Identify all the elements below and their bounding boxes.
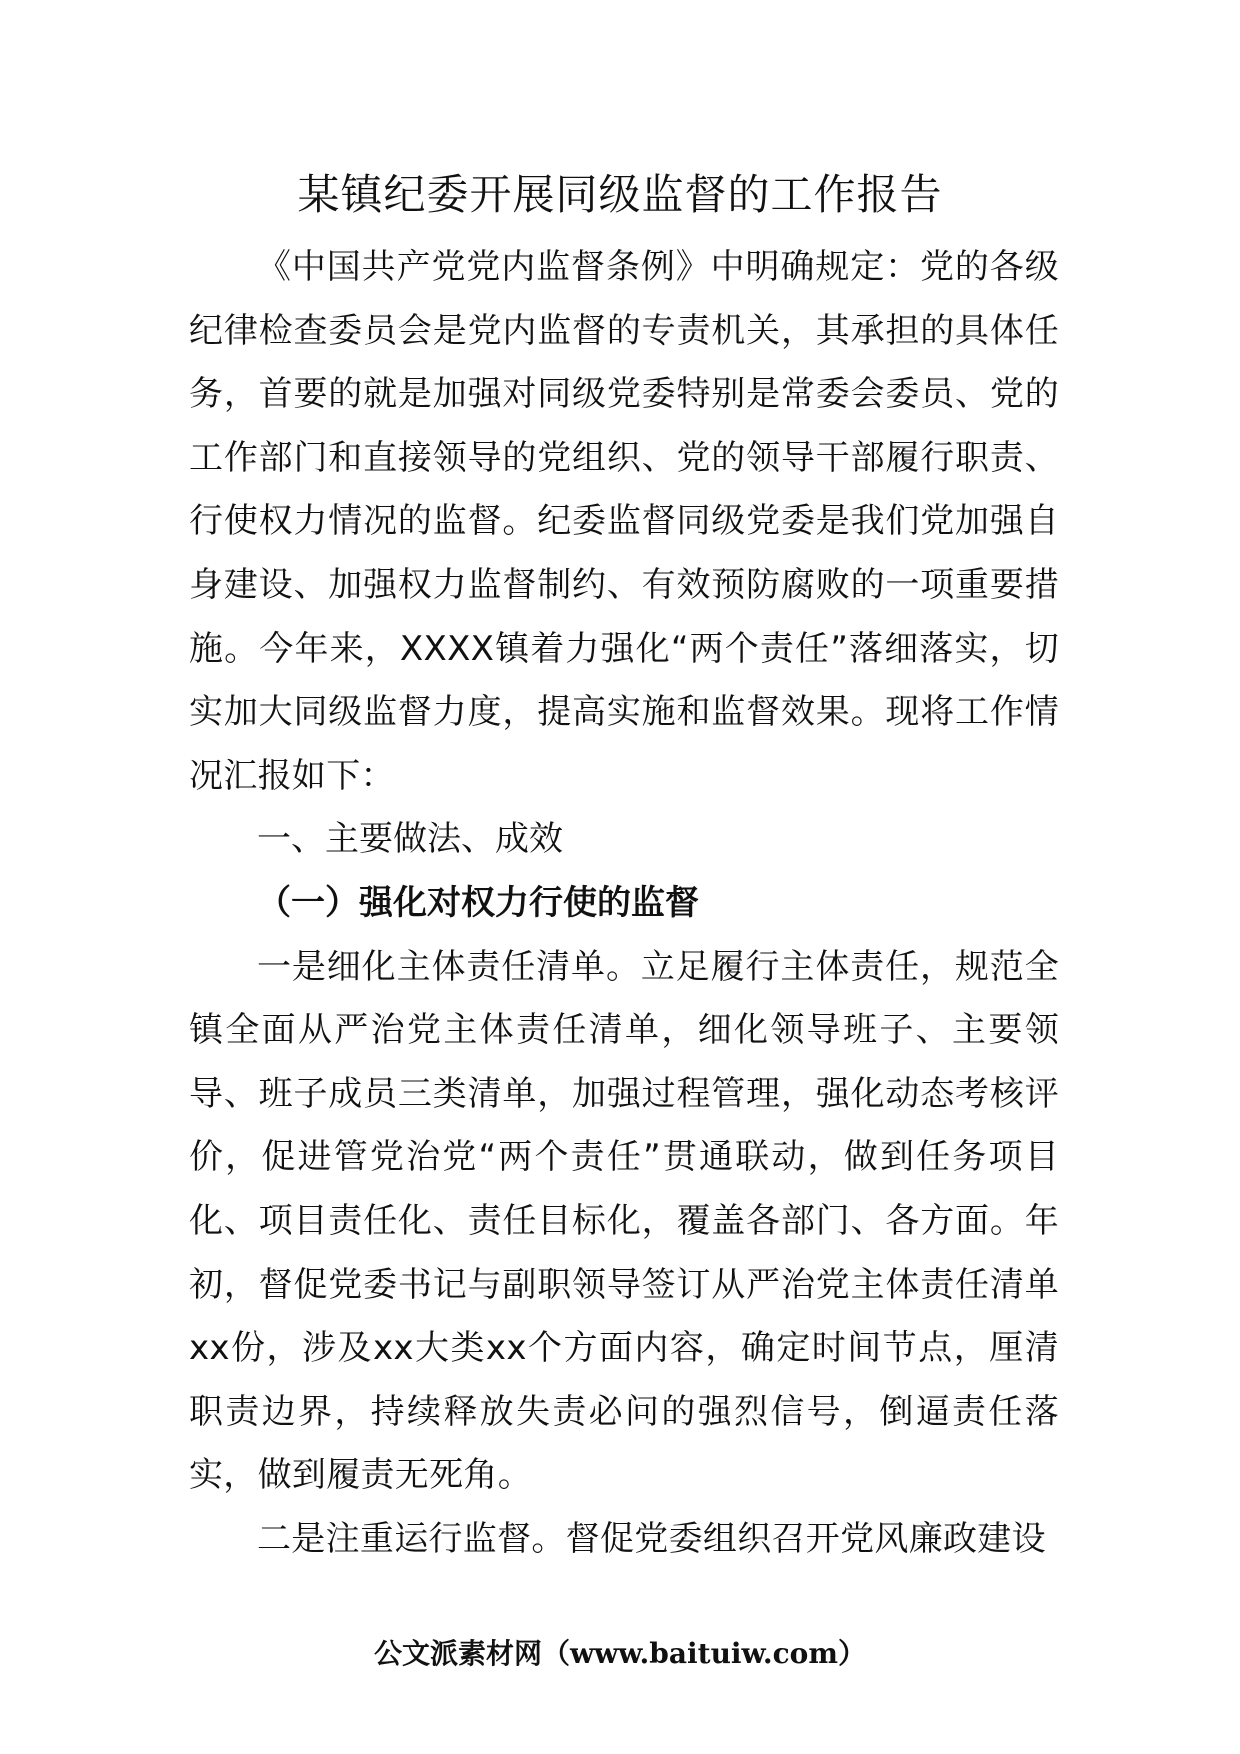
body-paragraph-2: 二是注重运行监督。督促党委组织召开党风廉政建设: [257, 1518, 1046, 1559]
section-heading: 一、主要做法、成效: [257, 819, 563, 860]
subsection-heading: （一）强化对权力行使的监督: [257, 882, 699, 923]
document-title: 某镇纪委开展同级监督的工作报告: [297, 170, 943, 219]
intro-paragraph: 《中国共产党党内监督条例》中明确规定：党的各级纪律检查委员会是党内监督的专责机关，其承担的具体任务，首要的就是加强对同级党委特别是常委会委员、党的工作部门和直接领导的党组织、党的领导干部履行职责、行使权力情况的监督。纪委监督同级党委是我们党加强自身建设、加强权力监督制约、有效预防腐败的一项重要措施。今年来，XXXX镇着力强化“两个责任”落细落实，切实加大同级监督力度，提高实施和监督效果。现将工作情况汇报如下：: [189, 247, 1059, 796]
footer-watermark: 公文派素材网（www.baituiw.com）: [374, 1637, 866, 1670]
document-body: [189, 236, 1059, 1571]
body-paragraph-1: 一是细化主体责任清单。立足履行主体责任，规范全镇全面从严治党主体责任清单，细化领导班子、主要领导、班子成员三类清单，加强过程管理，强化动态考核评价，促进管党治党“两个责任”贯通联动，做到任务项目化、项目责任化、责任目标化，覆盖各部门、各方面。年初，督促党委书记与副职领导签订从严治党主体责任清单xx份，涉及xx大类xx个方面内容，确定时间节点，厘清职责边界，持续释放失责必问的强烈信号，倒逼责任落实，做到履责无死角。: [189, 946, 1059, 1496]
